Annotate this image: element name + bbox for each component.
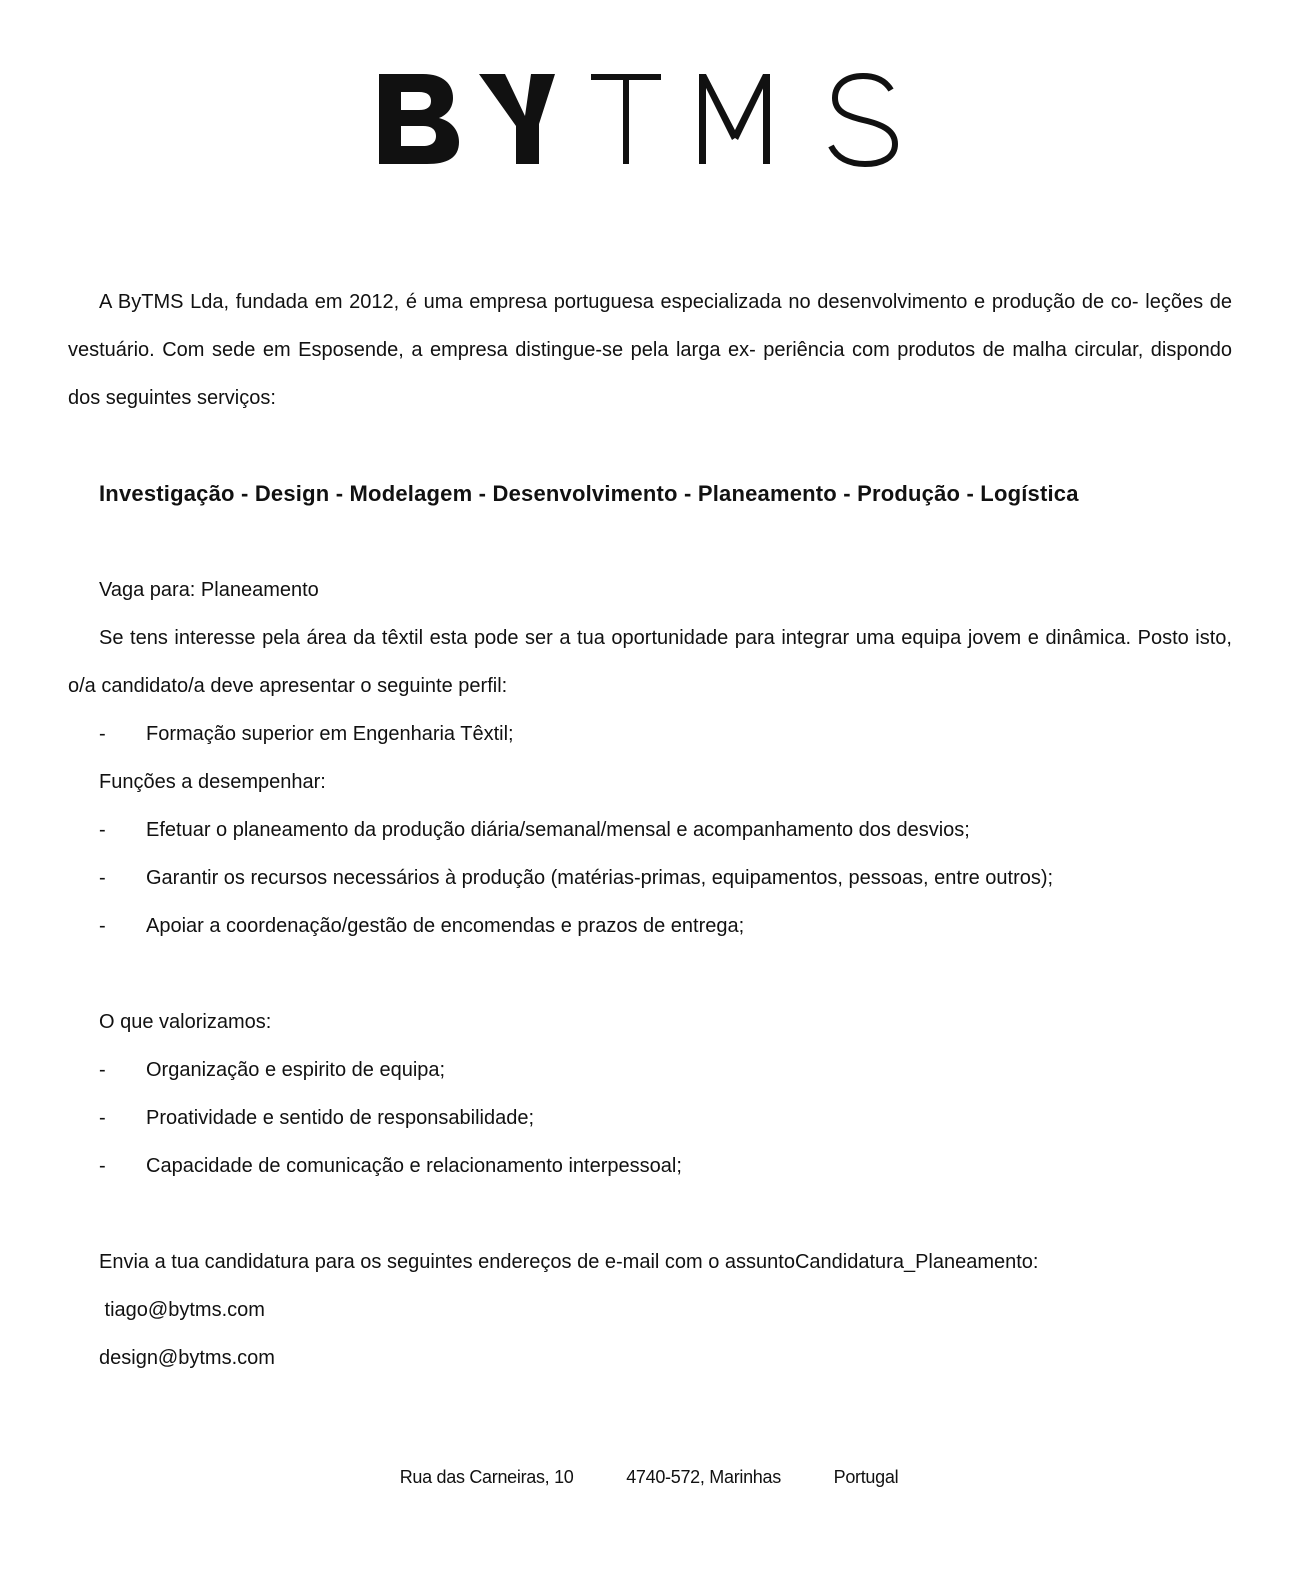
bullet-dash: - [99,1107,106,1129]
bytms-logo-mark [379,72,919,172]
bullet-dash: - [99,915,106,937]
list-item [68,1094,1232,1142]
value-item: Proatividade e sentido de responsabilidade; [146,1107,535,1129]
bullet-dash: - [99,1059,106,1081]
list-item [68,710,1232,758]
bullet-dash: - [99,867,106,889]
document-body [68,278,1232,1382]
list-item [68,902,1232,950]
footer-street: Rua das Carneiras, 10 [399,1467,574,1487]
list-item [68,854,1232,902]
bytms-logo [0,72,1298,172]
list-item [68,1046,1232,1094]
intro-paragraph: A ByTMS Lda, fundada em 2012, é uma empresa portuguesa especializada no desenvolvimento e produção de co- leções de vestuário. Com sede em Esposende, a empresa distingue-se pela larga ex- periência com produtos de malha circular, dispondo dos seguintes serviços: [68,291,1232,409]
list-item [68,1142,1232,1190]
vacancy-description: Se tens interesse pela área da têxtil esta pode ser a tua oportunidade para integrar uma equipa jovem e dinâmica. Posto isto, o/a candidato/a deve apresentar o seguinte perfil: [68,627,1232,697]
bullet-dash: - [99,819,106,841]
bullet-dash: - [99,723,106,745]
function-item: Efetuar o planeamento da produção diária/semanal/mensal e acompanhamento dos desvios; [146,819,970,841]
email-link-design[interactable]: design@bytms.com [99,1347,275,1369]
function-item: Apoiar a coordenação/gestão de encomendas e prazos de entrega; [146,915,745,937]
footer-country: Portugal [833,1467,899,1487]
list-item [68,806,1232,854]
vacancy-title: Vaga para: Planeamento [99,579,319,601]
value-item: Organização e espirito de equipa; [146,1059,446,1081]
services-list: Investigação - Design - Modelagem - Desenvolvimento - Planeamento - Produção - Logística [99,481,1079,506]
values-heading: O que valorizamos: [99,1011,272,1033]
footer-address [0,1462,1298,1492]
profile-item: Formação superior em Engenharia Têxtil; [146,723,514,745]
footer-postal: 4740-572, Marinhas [626,1467,781,1487]
logo-text: BYTMS [379,72,383,73]
bullet-dash: - [99,1155,106,1177]
value-item: Capacidade de comunicação e relacionamento interpessoal; [146,1155,682,1177]
function-item: Garantir os recursos necessários à produção (matérias-primas, equipamentos, pessoas, entre outros); [146,867,1054,889]
email-link-tiago[interactable]: tiago@bytms.com [99,1299,265,1321]
application-instructions: Envia a tua candidatura para os seguintes endereços de e-mail com o assuntoCandidatura_Planeamento: [99,1251,1039,1273]
functions-heading: Funções a desempenhar: [99,771,326,793]
